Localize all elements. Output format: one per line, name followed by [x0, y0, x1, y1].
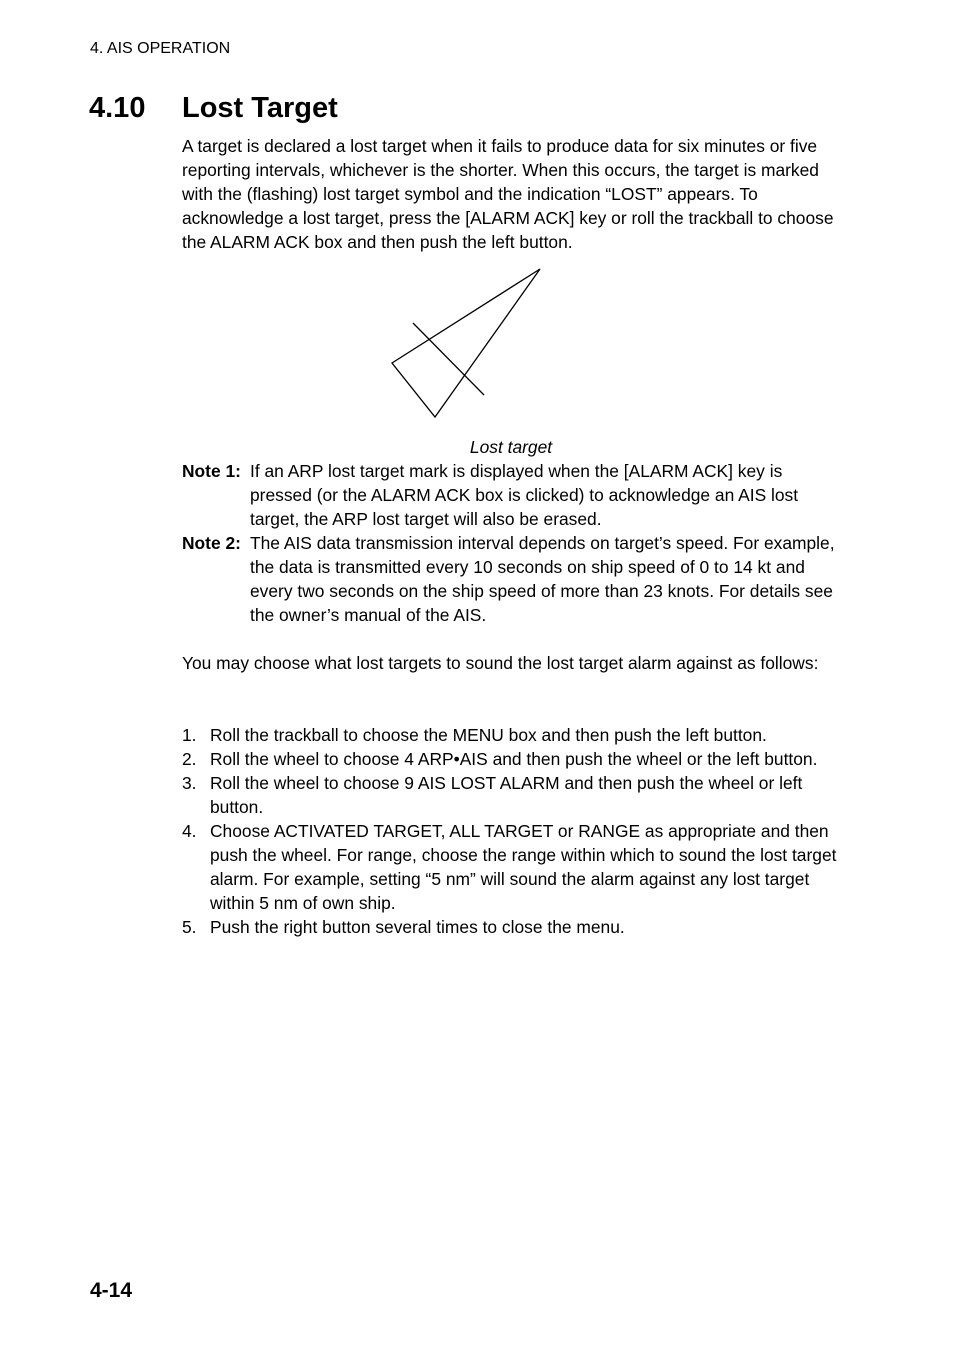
step-number: 1. [182, 725, 197, 745]
intro-paragraph: A target is declared a lost target when it fails to produce data for six minutes or five reporting intervals, whichever is the shorter. When this occurs, the target is marked with the (flashing) lost target symbol and the indication “LOST” appears. To acknowledge a lost target, press the [ALARM ACK] key or roll the trackball to choose the ALARM ACK box and then push the left button. [182, 136, 834, 252]
step-number: 5. [182, 917, 197, 937]
figure-caption: Lost target [469, 437, 553, 457]
note-text: The AIS data transmission interval depends on target’s speed. For example, the data is transmitted every 10 seconds on ship speed of 0 to 14 kt and every two seconds on the ship speed of more than 23 knots. For details see the owner’s manual of the AIS. [250, 533, 835, 625]
step-text: Roll the trackball to choose the MENU box and then push the left button. [210, 725, 767, 745]
step-number: 3. [182, 773, 197, 793]
procedure-step [182, 915, 846, 939]
page-number: 4-14 [90, 1279, 133, 1302]
note-text: If an ARP lost target mark is displayed when the [ALARM ACK] key is pressed (or the ALARM ACK box is clicked) to acknowledge an AIS lost target, the ARP lost target will also be erased. [250, 461, 799, 529]
section-number: 4.10 [89, 92, 146, 124]
procedure-step [182, 747, 846, 771]
step-number: 2. [182, 749, 197, 769]
note-label: Note 1: [182, 461, 241, 481]
lost-target-symbol-icon [380, 262, 550, 427]
procedure-step [182, 771, 846, 819]
step-text: Roll the wheel to choose 9 AIS LOST ALARM and then push the wheel or left button. [210, 773, 803, 817]
note-2 [182, 531, 846, 627]
section-title: Lost Target [182, 92, 338, 124]
procedure-steps [182, 723, 846, 939]
procedure-lead-in: You may choose what lost targets to sound the lost target alarm against as follows: [182, 653, 819, 673]
section-heading [89, 90, 338, 126]
notes-block [182, 459, 846, 627]
running-header: 4. AIS OPERATION [90, 40, 231, 57]
procedure-step [182, 723, 846, 747]
step-text: Choose ACTIVATED TARGET, ALL TARGET or RANGE as appropriate and then push the wheel. For range, choose the range within which to sound the lost target alarm. For example, setting “5 nm” will sound the alarm against any lost target within 5 nm of own ship. [210, 821, 837, 913]
procedure-step [182, 819, 846, 915]
step-text: Roll the wheel to choose 4 ARP•AIS and then push the wheel or the left button. [210, 749, 818, 769]
lost-target-figure [380, 262, 550, 427]
step-number: 4. [182, 821, 197, 841]
note-1 [182, 459, 846, 531]
note-label: Note 2: [182, 533, 241, 553]
step-text: Push the right button several times to close the menu. [210, 917, 625, 937]
